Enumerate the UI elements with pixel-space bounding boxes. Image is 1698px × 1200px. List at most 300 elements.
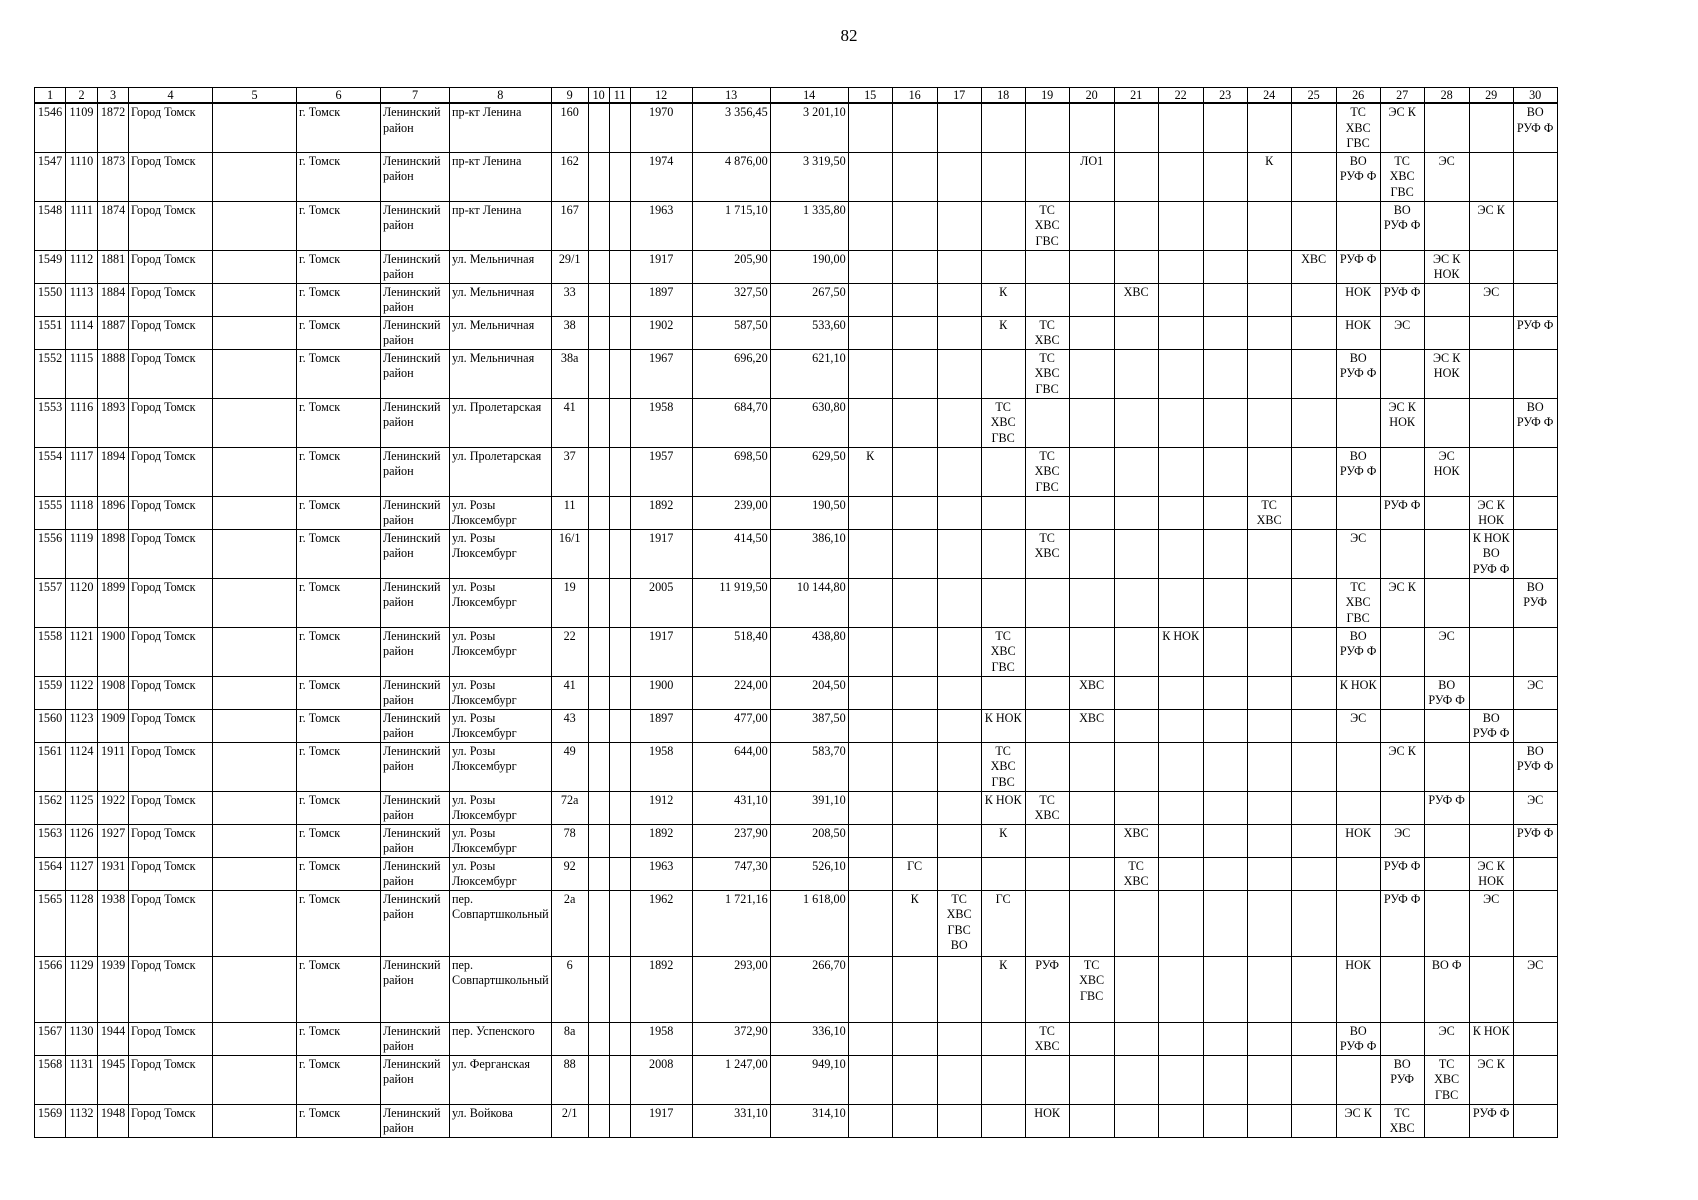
cell-col-2: 1117 <box>66 447 98 496</box>
cell-col-21: ХВС <box>1114 283 1158 316</box>
cell-col-15 <box>848 1055 892 1104</box>
cell-col-3: 1938 <box>98 890 129 956</box>
cell-col-15 <box>848 398 892 447</box>
cell-col-11 <box>609 709 630 742</box>
cell-col-12: 1963 <box>630 201 692 250</box>
cell-col-1: 1555 <box>35 496 66 529</box>
cell-col-16 <box>892 627 937 676</box>
cell-col-29: ВО РУФ Ф <box>1469 709 1513 742</box>
cell-col-13: 331,10 <box>692 1104 770 1137</box>
cell-col-28: ЭС К НОК <box>1424 250 1469 283</box>
cell-col-22 <box>1158 529 1203 578</box>
cell-col-24 <box>1247 1022 1291 1055</box>
cell-col-8: ул. Розы Люксембург <box>450 496 552 529</box>
cell-col-8: ул. Розы Люксембург <box>450 857 552 890</box>
cell-col-5 <box>213 742 297 791</box>
cell-col-7: Ленинский район <box>381 956 450 1022</box>
cell-col-28 <box>1424 742 1469 791</box>
cell-col-24 <box>1247 824 1291 857</box>
cell-col-14: 533,60 <box>770 316 848 349</box>
cell-col-27: РУФ Ф <box>1380 283 1424 316</box>
cell-col-8: ул. Мельничная <box>450 250 552 283</box>
cell-col-10 <box>588 250 609 283</box>
cell-col-26: НОК <box>1336 316 1380 349</box>
cell-col-7: Ленинский район <box>381 824 450 857</box>
cell-col-30 <box>1513 890 1557 956</box>
cell-col-21 <box>1114 316 1158 349</box>
table-row <box>35 676 1558 709</box>
cell-col-27: ТС ХВС <box>1380 1104 1424 1137</box>
cell-col-14: 583,70 <box>770 742 848 791</box>
cell-col-8: ул. Пролетарская <box>450 398 552 447</box>
cell-col-16 <box>892 447 937 496</box>
column-header-1: 1 <box>35 88 66 104</box>
cell-col-22 <box>1158 349 1203 398</box>
cell-col-17 <box>937 496 981 529</box>
cell-col-11 <box>609 152 630 201</box>
cell-col-16 <box>892 578 937 627</box>
cell-col-30 <box>1513 349 1557 398</box>
cell-col-18 <box>981 496 1025 529</box>
cell-col-6: г. Томск <box>297 398 381 447</box>
cell-col-12: 1970 <box>630 103 692 152</box>
cell-col-1: 1557 <box>35 578 66 627</box>
cell-col-11 <box>609 201 630 250</box>
cell-col-29 <box>1469 152 1513 201</box>
cell-col-24 <box>1247 857 1291 890</box>
cell-col-8: ул. Мельничная <box>450 283 552 316</box>
cell-col-5 <box>213 103 297 152</box>
cell-col-4: Город Томск <box>129 791 213 824</box>
cell-col-9: 29/1 <box>551 250 588 283</box>
cell-col-17 <box>937 250 981 283</box>
cell-col-1: 1552 <box>35 349 66 398</box>
cell-col-11 <box>609 742 630 791</box>
cell-col-30 <box>1513 1104 1557 1137</box>
cell-col-21 <box>1114 529 1158 578</box>
cell-col-26: ЭС <box>1336 709 1380 742</box>
cell-col-22 <box>1158 447 1203 496</box>
cell-col-18 <box>981 578 1025 627</box>
cell-col-28 <box>1424 103 1469 152</box>
cell-col-15 <box>848 742 892 791</box>
cell-col-19: ТС ХВС <box>1025 529 1069 578</box>
cell-col-27 <box>1380 250 1424 283</box>
cell-col-5 <box>213 201 297 250</box>
cell-col-29 <box>1469 742 1513 791</box>
cell-col-13: 205,90 <box>692 250 770 283</box>
cell-col-6: г. Томск <box>297 1022 381 1055</box>
cell-col-4: Город Томск <box>129 742 213 791</box>
cell-col-29: К НОК <box>1469 1022 1513 1055</box>
cell-col-13: 372,90 <box>692 1022 770 1055</box>
cell-col-14: 1 335,80 <box>770 201 848 250</box>
cell-col-6: г. Томск <box>297 1104 381 1137</box>
cell-col-5 <box>213 447 297 496</box>
cell-col-21 <box>1114 1022 1158 1055</box>
cell-col-5 <box>213 152 297 201</box>
cell-col-25 <box>1291 1055 1336 1104</box>
cell-col-18: К <box>981 316 1025 349</box>
table-row <box>35 316 1558 349</box>
cell-col-25 <box>1291 676 1336 709</box>
cell-col-22 <box>1158 316 1203 349</box>
cell-col-15 <box>848 1022 892 1055</box>
cell-col-23 <box>1203 349 1247 398</box>
cell-col-17 <box>937 152 981 201</box>
cell-col-11 <box>609 529 630 578</box>
cell-col-25 <box>1291 742 1336 791</box>
cell-col-19 <box>1025 857 1069 890</box>
cell-col-18: К НОК <box>981 791 1025 824</box>
cell-col-11 <box>609 1055 630 1104</box>
cell-col-13: 518,40 <box>692 627 770 676</box>
cell-col-19: ТС ХВС <box>1025 1022 1069 1055</box>
table-row <box>35 447 1558 496</box>
cell-col-28: ВО РУФ Ф <box>1424 676 1469 709</box>
cell-col-16 <box>892 1104 937 1137</box>
cell-col-16 <box>892 316 937 349</box>
cell-col-14: 266,70 <box>770 956 848 1022</box>
cell-col-5 <box>213 627 297 676</box>
cell-col-20 <box>1069 201 1114 250</box>
cell-col-12: 1897 <box>630 283 692 316</box>
cell-col-4: Город Томск <box>129 956 213 1022</box>
table-row <box>35 1022 1558 1055</box>
cell-col-25 <box>1291 447 1336 496</box>
cell-col-24 <box>1247 201 1291 250</box>
cell-col-23 <box>1203 890 1247 956</box>
cell-col-6: г. Томск <box>297 578 381 627</box>
cell-col-26 <box>1336 398 1380 447</box>
cell-col-8: ул. Пролетарская <box>450 447 552 496</box>
column-header-15: 15 <box>848 88 892 104</box>
cell-col-17 <box>937 398 981 447</box>
column-header-8: 8 <box>450 88 552 104</box>
cell-col-18: К НОК <box>981 709 1025 742</box>
cell-col-8: пр-кт Ленина <box>450 201 552 250</box>
cell-col-5 <box>213 824 297 857</box>
cell-col-7: Ленинский район <box>381 742 450 791</box>
cell-col-2: 1128 <box>66 890 98 956</box>
cell-col-3: 1873 <box>98 152 129 201</box>
cell-col-17 <box>937 1055 981 1104</box>
column-header-20: 20 <box>1069 88 1114 104</box>
cell-col-24 <box>1247 1104 1291 1137</box>
cell-col-28 <box>1424 316 1469 349</box>
column-header-21: 21 <box>1114 88 1158 104</box>
cell-col-25 <box>1291 283 1336 316</box>
cell-col-19: ТС ХВС ГВС <box>1025 349 1069 398</box>
cell-col-26: ТС ХВС ГВС <box>1336 103 1380 152</box>
column-header-24: 24 <box>1247 88 1291 104</box>
cell-col-16 <box>892 496 937 529</box>
cell-col-1: 1569 <box>35 1104 66 1137</box>
cell-col-26 <box>1336 857 1380 890</box>
cell-col-8: ул. Розы Люксембург <box>450 627 552 676</box>
cell-col-29 <box>1469 791 1513 824</box>
cell-col-19 <box>1025 742 1069 791</box>
cell-col-24 <box>1247 627 1291 676</box>
cell-col-15 <box>848 890 892 956</box>
cell-col-13: 644,00 <box>692 742 770 791</box>
cell-col-22 <box>1158 1104 1203 1137</box>
cell-col-1: 1567 <box>35 1022 66 1055</box>
cell-col-29: ЭС К НОК <box>1469 496 1513 529</box>
cell-col-5 <box>213 398 297 447</box>
cell-col-22 <box>1158 824 1203 857</box>
cell-col-18 <box>981 529 1025 578</box>
cell-col-1: 1565 <box>35 890 66 956</box>
column-header-26: 26 <box>1336 88 1380 104</box>
cell-col-27 <box>1380 709 1424 742</box>
cell-col-3: 1911 <box>98 742 129 791</box>
cell-col-6: г. Томск <box>297 529 381 578</box>
cell-col-13: 293,00 <box>692 956 770 1022</box>
cell-col-7: Ленинский район <box>381 496 450 529</box>
cell-col-20 <box>1069 316 1114 349</box>
cell-col-17 <box>937 578 981 627</box>
cell-col-15 <box>848 709 892 742</box>
column-header-25: 25 <box>1291 88 1336 104</box>
cell-col-5 <box>213 956 297 1022</box>
cell-col-14: 387,50 <box>770 709 848 742</box>
cell-col-16 <box>892 791 937 824</box>
column-header-12: 12 <box>630 88 692 104</box>
cell-col-25 <box>1291 824 1336 857</box>
cell-col-7: Ленинский район <box>381 152 450 201</box>
cell-col-22 <box>1158 152 1203 201</box>
cell-col-28 <box>1424 1104 1469 1137</box>
cell-col-23 <box>1203 857 1247 890</box>
cell-col-24 <box>1247 791 1291 824</box>
cell-col-30 <box>1513 529 1557 578</box>
cell-col-22 <box>1158 283 1203 316</box>
cell-col-19 <box>1025 890 1069 956</box>
cell-col-18 <box>981 250 1025 283</box>
cell-col-30 <box>1513 250 1557 283</box>
cell-col-10 <box>588 1022 609 1055</box>
cell-col-10 <box>588 529 609 578</box>
cell-col-2: 1111 <box>66 201 98 250</box>
cell-col-15 <box>848 956 892 1022</box>
cell-col-11 <box>609 676 630 709</box>
cell-col-11 <box>609 1022 630 1055</box>
cell-col-16 <box>892 152 937 201</box>
column-header-18: 18 <box>981 88 1025 104</box>
cell-col-3: 1899 <box>98 578 129 627</box>
cell-col-30 <box>1513 152 1557 201</box>
cell-col-8: пер. Совпартшкольный <box>450 956 552 1022</box>
cell-col-4: Город Томск <box>129 316 213 349</box>
cell-col-20 <box>1069 349 1114 398</box>
table-row <box>35 627 1558 676</box>
cell-col-24 <box>1247 103 1291 152</box>
cell-col-30 <box>1513 201 1557 250</box>
cell-col-18 <box>981 447 1025 496</box>
cell-col-18: ТС ХВС ГВС <box>981 627 1025 676</box>
cell-col-23 <box>1203 201 1247 250</box>
cell-col-12: 1974 <box>630 152 692 201</box>
cell-col-10 <box>588 956 609 1022</box>
column-header-5: 5 <box>213 88 297 104</box>
table-row <box>35 1104 1558 1137</box>
cell-col-15 <box>848 676 892 709</box>
cell-col-22 <box>1158 791 1203 824</box>
cell-col-30 <box>1513 627 1557 676</box>
table-row <box>35 250 1558 283</box>
cell-col-5 <box>213 283 297 316</box>
cell-col-4: Город Томск <box>129 676 213 709</box>
cell-col-4: Город Томск <box>129 627 213 676</box>
cell-col-25 <box>1291 152 1336 201</box>
table-row <box>35 824 1558 857</box>
cell-col-15 <box>848 627 892 676</box>
cell-col-25 <box>1291 1104 1336 1137</box>
cell-col-30: ЭС <box>1513 676 1557 709</box>
cell-col-10 <box>588 398 609 447</box>
cell-col-12: 1958 <box>630 398 692 447</box>
cell-col-10 <box>588 742 609 791</box>
cell-col-17 <box>937 103 981 152</box>
cell-col-6: г. Томск <box>297 676 381 709</box>
table-row <box>35 529 1558 578</box>
cell-col-6: г. Томск <box>297 627 381 676</box>
cell-col-12: 1892 <box>630 496 692 529</box>
cell-col-2: 1122 <box>66 676 98 709</box>
cell-col-12: 1958 <box>630 742 692 791</box>
cell-col-4: Город Томск <box>129 103 213 152</box>
cell-col-11 <box>609 316 630 349</box>
cell-col-22 <box>1158 742 1203 791</box>
cell-col-19 <box>1025 676 1069 709</box>
cell-col-8: ул. Мельничная <box>450 316 552 349</box>
cell-col-7: Ленинский район <box>381 1055 450 1104</box>
cell-col-22 <box>1158 890 1203 956</box>
cell-col-21 <box>1114 791 1158 824</box>
cell-col-14: 336,10 <box>770 1022 848 1055</box>
cell-col-3: 1927 <box>98 824 129 857</box>
cell-col-4: Город Томск <box>129 447 213 496</box>
cell-col-15 <box>848 103 892 152</box>
cell-col-26: ВО РУФ Ф <box>1336 627 1380 676</box>
cell-col-20 <box>1069 529 1114 578</box>
cell-col-10 <box>588 791 609 824</box>
cell-col-12: 1963 <box>630 857 692 890</box>
cell-col-29: ЭС <box>1469 283 1513 316</box>
cell-col-20 <box>1069 578 1114 627</box>
cell-col-16 <box>892 529 937 578</box>
cell-col-6: г. Томск <box>297 349 381 398</box>
cell-col-20: ЛО1 <box>1069 152 1114 201</box>
cell-col-19: НОК <box>1025 1104 1069 1137</box>
cell-col-7: Ленинский район <box>381 709 450 742</box>
cell-col-17 <box>937 1022 981 1055</box>
column-header-13: 13 <box>692 88 770 104</box>
cell-col-28 <box>1424 824 1469 857</box>
cell-col-23 <box>1203 447 1247 496</box>
cell-col-1: 1554 <box>35 447 66 496</box>
cell-col-26 <box>1336 791 1380 824</box>
cell-col-11 <box>609 447 630 496</box>
cell-col-20: ХВС <box>1069 709 1114 742</box>
cell-col-6: г. Томск <box>297 152 381 201</box>
cell-col-24 <box>1247 398 1291 447</box>
cell-col-8: ул. Розы Люксембург <box>450 529 552 578</box>
cell-col-8: пр-кт Ленина <box>450 103 552 152</box>
cell-col-30 <box>1513 1055 1557 1104</box>
table-body <box>35 103 1558 1137</box>
cell-col-8: ул. Ферганская <box>450 1055 552 1104</box>
column-header-14: 14 <box>770 88 848 104</box>
cell-col-22 <box>1158 578 1203 627</box>
cell-col-1: 1561 <box>35 742 66 791</box>
cell-col-6: г. Томск <box>297 201 381 250</box>
table-row <box>35 283 1558 316</box>
cell-col-13: 747,30 <box>692 857 770 890</box>
cell-col-23 <box>1203 1022 1247 1055</box>
cell-col-28: ЭС <box>1424 1022 1469 1055</box>
cell-col-28: ВО Ф <box>1424 956 1469 1022</box>
cell-col-24 <box>1247 283 1291 316</box>
table-row <box>35 201 1558 250</box>
cell-col-14: 314,10 <box>770 1104 848 1137</box>
cell-col-3: 1898 <box>98 529 129 578</box>
cell-col-6: г. Томск <box>297 956 381 1022</box>
table-row <box>35 103 1558 152</box>
cell-col-26: ВО РУФ Ф <box>1336 349 1380 398</box>
cell-col-12: 1958 <box>630 1022 692 1055</box>
column-header-22: 22 <box>1158 88 1203 104</box>
cell-col-9: 11 <box>551 496 588 529</box>
table-row <box>35 791 1558 824</box>
cell-col-29 <box>1469 676 1513 709</box>
cell-col-22 <box>1158 496 1203 529</box>
cell-col-7: Ленинский район <box>381 627 450 676</box>
cell-col-17 <box>937 676 981 709</box>
cell-col-20: ТС ХВС ГВС <box>1069 956 1114 1022</box>
cell-col-1: 1566 <box>35 956 66 1022</box>
cell-col-28: ТС ХВС ГВС <box>1424 1055 1469 1104</box>
cell-col-13: 4 876,00 <box>692 152 770 201</box>
table-row <box>35 496 1558 529</box>
cell-col-10 <box>588 496 609 529</box>
cell-col-3: 1931 <box>98 857 129 890</box>
cell-col-19 <box>1025 1055 1069 1104</box>
table-row <box>35 1055 1558 1104</box>
cell-col-21 <box>1114 956 1158 1022</box>
cell-col-14: 10 144,80 <box>770 578 848 627</box>
cell-col-15 <box>848 316 892 349</box>
cell-col-27: ВО РУФ <box>1380 1055 1424 1104</box>
cell-col-27: ЭС К <box>1380 103 1424 152</box>
cell-col-13: 587,50 <box>692 316 770 349</box>
cell-col-14: 629,50 <box>770 447 848 496</box>
cell-col-24 <box>1247 349 1291 398</box>
table-row <box>35 152 1558 201</box>
cell-col-25 <box>1291 316 1336 349</box>
cell-col-1: 1568 <box>35 1055 66 1104</box>
cell-col-2: 1116 <box>66 398 98 447</box>
cell-col-24 <box>1247 447 1291 496</box>
cell-col-9: 38а <box>551 349 588 398</box>
cell-col-23 <box>1203 1055 1247 1104</box>
cell-col-26: НОК <box>1336 956 1380 1022</box>
cell-col-22: К НОК <box>1158 627 1203 676</box>
column-header-29: 29 <box>1469 88 1513 104</box>
table-header <box>35 88 1558 104</box>
cell-col-11 <box>609 857 630 890</box>
